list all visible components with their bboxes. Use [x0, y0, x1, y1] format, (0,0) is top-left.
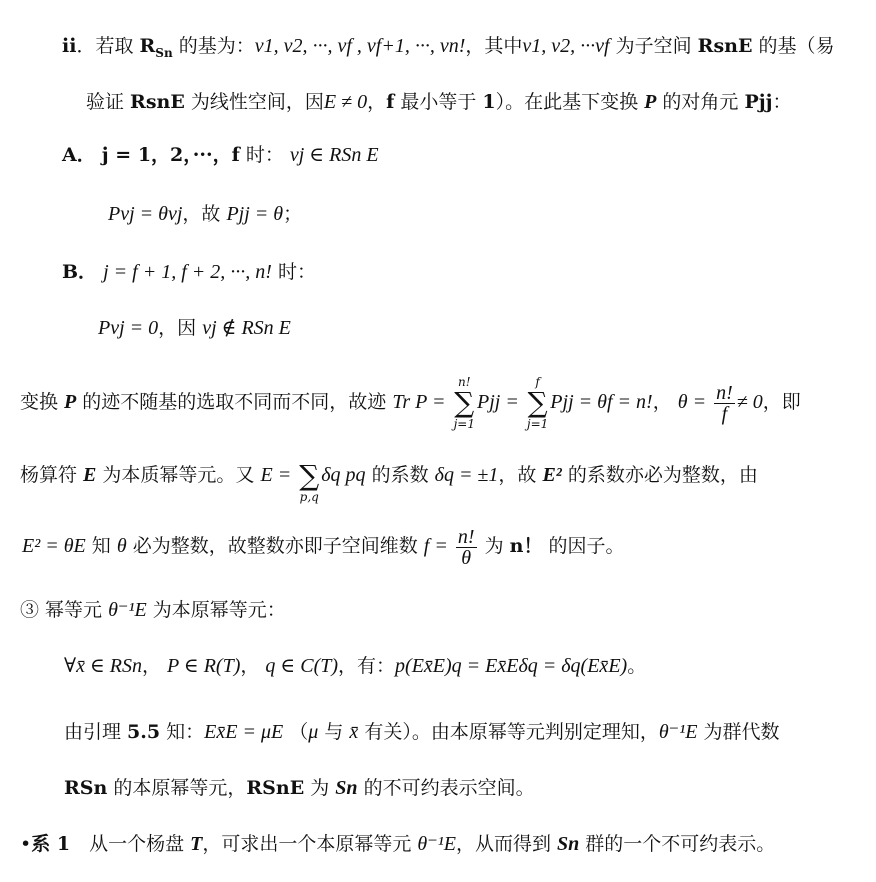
fraction-n-over-theta: $\frac{n!}{\theta}$: [457, 525, 475, 569]
line-2: 验证 RsnE 为线性空间，因E ≠ 0，f 最小等于 1）。在此基下变换 P 的对角元 Pjj：: [86, 91, 792, 113]
dimension-line: E² = θE 知 θ 必为整数，故整数亦即子空间维数 f = $\frac{n!}{\theta}$ 为 n！ 的因子。: [22, 525, 625, 569]
sum-f: f ∑ j=1: [526, 375, 549, 431]
basis-expr: v1, v2, ···, vf , vf+1, ···, vn!: [254, 35, 466, 57]
case-a-result: Pvj = θvj，故 Pjj = θ；: [108, 203, 303, 225]
fraction-n-over-f: $\frac{n!}{f}$: [716, 381, 733, 425]
young-paragraph: 杨算符 E 为本质幂等元。又 E = ∑ p,q δq pq 的系数 δq = ±1，故 E² 的系数亦必为整数，由: [20, 448, 758, 504]
item-3: ③ 幂等元 θ⁻¹E 为本原幂等元：: [20, 599, 286, 621]
case-a: A． j = 1，2，···，f 时： vj ∈ RSn E: [62, 144, 379, 166]
item-ii-label: ii: [62, 35, 77, 57]
item-3-condition: ∀x̄ ∈ RSn， P ∈ R(T)， q ∈ C(T)，有：p(Ex̄E)q = Ex̄Eδq = δq(Ex̄E)。: [64, 655, 647, 677]
case-b-result: Pvj = 0，因 vj ∉ RSn E: [98, 317, 291, 339]
line-1: ii．若取 $R_{Sn}$ 的基为：v1, v2, ···, vf , vf+1, ···, vn!，其中v1, v2, ···vf 为子空间 RsnE 的基（易: [62, 35, 835, 60]
sum-pq: ∑ p,q: [299, 459, 320, 504]
circled-3: ③: [20, 599, 40, 621]
item-3-lemma: 由引理 5.5 知：Ex̄E = μE （μ 与 x̄ 有关）。由本原幂等元判别定理知，θ⁻¹E 为群代数: [64, 721, 780, 743]
trace-paragraph: 变换 P 的迹不随基的选取不同而不同，故迹 Tr P = n! ∑ j=1 Pjj = f ∑ j=1 Pjj = θf = n!， θ = $\frac{n!}{f}$ ≠ 0，即: [20, 375, 801, 431]
item-3-conclusion: RSn 的本原幂等元，RSnE 为 Sn 的不可约表示空间。: [64, 777, 535, 799]
case-b: B． j = f + 1, f + 2, ···, n! 时：: [62, 261, 316, 283]
bullet: •: [20, 833, 32, 855]
corollary-1: •系 1 从一个杨盘 T，可求出一个本原幂等元 θ⁻¹E，从而得到 Sn 群的一个不可约表示。: [20, 833, 776, 855]
sum-n: n! ∑ j=1: [453, 375, 475, 431]
corollary-label: 系 1: [31, 833, 71, 855]
